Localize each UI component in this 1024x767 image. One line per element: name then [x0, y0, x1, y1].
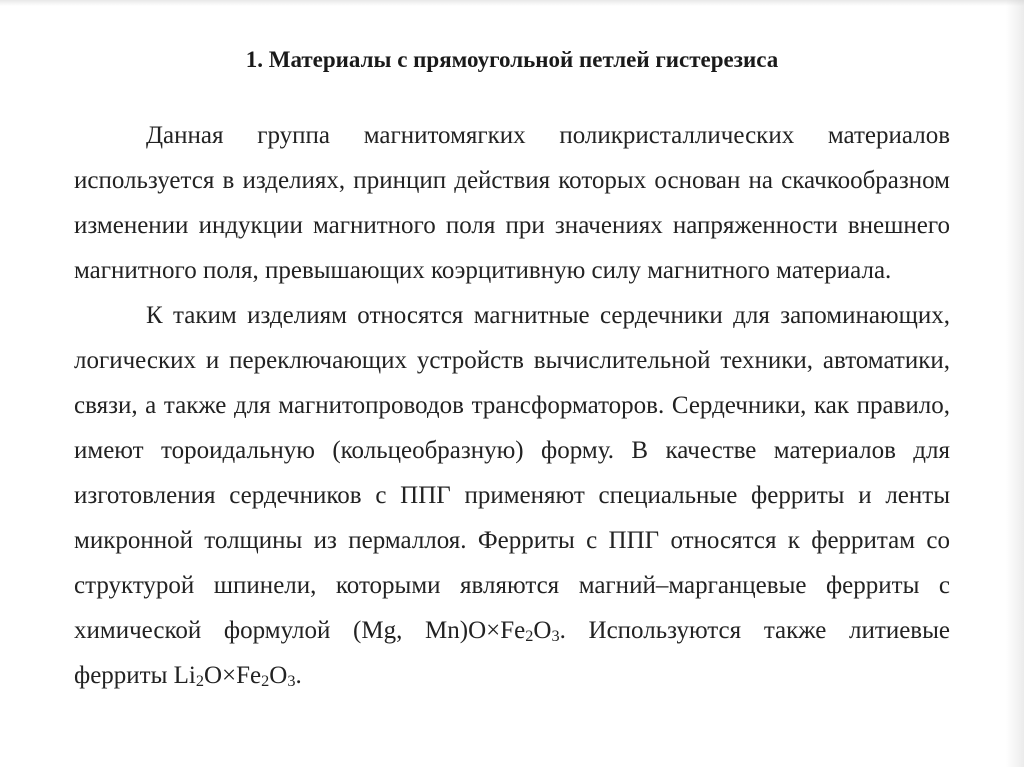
- subscript-2b: 2: [195, 671, 204, 690]
- paragraph-2: [74, 293, 950, 698]
- formula-o: O: [533, 617, 552, 644]
- paragraph-2-continuation: . Используются также литиевые ферриты Li: [74, 617, 950, 689]
- page-top-shadow: [0, 0, 1024, 6]
- page-right-shadow: [1006, 0, 1024, 767]
- paragraph-1: Данная группа магнитомягких поликристаллических материалов используется в изделиях, принцип действия которых основан на скачкообразном изменении индукции магнитного поля при значениях напряженности внешнего магнитного поля, превышающих коэрцитивную силу магнитного материала.: [74, 122, 950, 284]
- section-title: 1. Материалы с прямоугольной петлей гистерезиса: [245, 47, 779, 72]
- formula-o2: O: [269, 662, 288, 689]
- document-body: [74, 113, 950, 698]
- subscript-2: 2: [525, 626, 534, 645]
- subscript-3b: 3: [287, 671, 296, 690]
- formula-oxfe: O×Fe: [204, 662, 262, 689]
- paragraph-2-end: .: [295, 662, 302, 689]
- subscript-2c: 2: [261, 671, 270, 690]
- paragraph-2-text: К таким изделиям относятся магнитные сердечники для запоминающих, логических и переключающих устройств вычислительной техники, автоматики, связи, а также для магнитопроводов трансформаторов. Сердечники, как правило, имеют тороидальную (кольцеобразную) форму. В качестве материалов для изготовления сердечников с ППГ применяют специальные ферриты и ленты микронной толщины из пермаллоя. Ферриты с ППГ относятся к ферритам со структурой шпинели, которыми являются магний–марганцевые ферриты с химической формулой (Mg, Mn)O×Fe: [74, 302, 950, 644]
- subscript-3: 3: [551, 626, 560, 645]
